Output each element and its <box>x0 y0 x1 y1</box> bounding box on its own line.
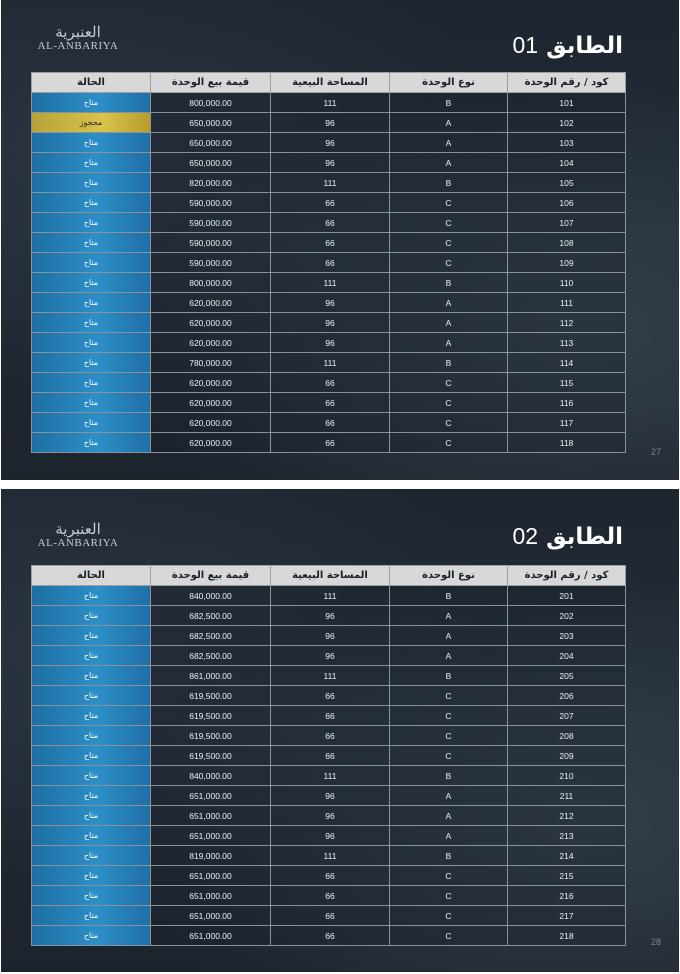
brand-logo <box>33 24 123 52</box>
cell-status: متاح <box>32 193 151 213</box>
table-row <box>32 373 626 393</box>
table-header-row <box>32 73 626 93</box>
cell-price: 590,000.00 <box>151 193 271 213</box>
table-row <box>32 233 626 253</box>
cell-code: 111 <box>508 293 626 313</box>
cell-area: 96 <box>271 806 390 826</box>
cell-price: 651,000.00 <box>151 806 271 826</box>
cell-type: A <box>390 806 508 826</box>
header-code: كود / رقم الوحدة <box>508 566 626 586</box>
cell-area: 111 <box>271 173 390 193</box>
cell-type: B <box>390 353 508 373</box>
cell-status: متاح <box>32 886 151 906</box>
cell-price: 650,000.00 <box>151 113 271 133</box>
cell-status: متاح <box>32 686 151 706</box>
table-row <box>32 93 626 113</box>
cell-price: 682,500.00 <box>151 646 271 666</box>
cell-area: 66 <box>271 213 390 233</box>
cell-type: C <box>390 706 508 726</box>
cell-price: 651,000.00 <box>151 786 271 806</box>
cell-area: 111 <box>271 846 390 866</box>
cell-type: C <box>390 213 508 233</box>
cell-status: متاح <box>32 293 151 313</box>
brand-latin: AL-ANBARIYA <box>37 40 119 52</box>
cell-type: A <box>390 646 508 666</box>
cell-price: 619,500.00 <box>151 706 271 726</box>
cell-price: 840,000.00 <box>151 766 271 786</box>
cell-price: 620,000.00 <box>151 433 271 453</box>
cell-status: متاح <box>32 826 151 846</box>
cell-status: متاح <box>32 846 151 866</box>
table-row <box>32 253 626 273</box>
cell-status: متاح <box>32 153 151 173</box>
cell-status: محجوز <box>32 113 151 133</box>
cell-area: 66 <box>271 926 390 946</box>
cell-area: 66 <box>271 886 390 906</box>
cell-code: 205 <box>508 666 626 686</box>
cell-area: 111 <box>271 586 390 606</box>
cell-code: 106 <box>508 193 626 213</box>
table-row <box>32 866 626 886</box>
cell-price: 651,000.00 <box>151 906 271 926</box>
cell-price: 650,000.00 <box>151 133 271 153</box>
cell-code: 213 <box>508 826 626 846</box>
cell-type: C <box>390 906 508 926</box>
floor-title-number: 02 <box>512 523 539 549</box>
cell-price: 651,000.00 <box>151 886 271 906</box>
table-row <box>32 113 626 133</box>
table-row <box>32 646 626 666</box>
cell-type: A <box>390 786 508 806</box>
cell-code: 103 <box>508 133 626 153</box>
units-table <box>31 565 626 946</box>
cell-status: متاح <box>32 393 151 413</box>
cell-status: متاح <box>32 866 151 886</box>
cell-type: C <box>390 433 508 453</box>
cell-area: 66 <box>271 233 390 253</box>
cell-code: 211 <box>508 786 626 806</box>
cell-type: B <box>390 273 508 293</box>
cell-area: 111 <box>271 93 390 113</box>
cell-status: متاح <box>32 906 151 926</box>
header-code: كود / رقم الوحدة <box>508 73 626 93</box>
cell-area: 96 <box>271 826 390 846</box>
table-row <box>32 586 626 606</box>
table-row <box>32 706 626 726</box>
header-status: الحالة <box>32 566 151 586</box>
cell-type: C <box>390 413 508 433</box>
brand-latin: AL-ANBARIYA <box>37 537 119 549</box>
cell-price: 800,000.00 <box>151 93 271 113</box>
cell-area: 66 <box>271 726 390 746</box>
table-row <box>32 886 626 906</box>
table-row <box>32 353 626 373</box>
table-row <box>32 746 626 766</box>
cell-type: A <box>390 626 508 646</box>
cell-status: متاح <box>32 926 151 946</box>
cell-type: C <box>390 746 508 766</box>
table-row <box>32 173 626 193</box>
cell-price: 590,000.00 <box>151 213 271 233</box>
cell-type: A <box>390 293 508 313</box>
cell-price: 819,000.00 <box>151 846 271 866</box>
cell-type: A <box>390 133 508 153</box>
cell-area: 96 <box>271 333 390 353</box>
cell-area: 96 <box>271 626 390 646</box>
table-row <box>32 666 626 686</box>
cell-code: 212 <box>508 806 626 826</box>
cell-status: متاح <box>32 586 151 606</box>
cell-code: 202 <box>508 606 626 626</box>
cell-status: متاح <box>32 606 151 626</box>
cell-price: 620,000.00 <box>151 333 271 353</box>
cell-price: 780,000.00 <box>151 353 271 373</box>
cell-price: 651,000.00 <box>151 866 271 886</box>
cell-code: 109 <box>508 253 626 273</box>
cell-code: 116 <box>508 393 626 413</box>
table-row <box>32 413 626 433</box>
cell-area: 66 <box>271 253 390 273</box>
floor-title-number: 01 <box>512 32 539 58</box>
cell-status: متاح <box>32 333 151 353</box>
cell-type: C <box>390 886 508 906</box>
header-status: الحالة <box>32 73 151 93</box>
table-row <box>32 806 626 826</box>
cell-type: A <box>390 113 508 133</box>
cell-price: 590,000.00 <box>151 233 271 253</box>
cell-area: 66 <box>271 866 390 886</box>
cell-code: 113 <box>508 333 626 353</box>
cell-type: A <box>390 313 508 333</box>
cell-status: متاح <box>32 313 151 333</box>
cell-status: متاح <box>32 786 151 806</box>
cell-area: 66 <box>271 686 390 706</box>
cell-type: B <box>390 766 508 786</box>
floor-title <box>512 523 623 550</box>
table-row <box>32 193 626 213</box>
cell-price: 840,000.00 <box>151 586 271 606</box>
cell-status: متاح <box>32 766 151 786</box>
cell-type: B <box>390 173 508 193</box>
cell-code: 217 <box>508 906 626 926</box>
page-number: 28 <box>650 937 661 947</box>
cell-type: B <box>390 586 508 606</box>
cell-price: 620,000.00 <box>151 393 271 413</box>
brand-arabic: العنبرية <box>55 23 101 41</box>
cell-area: 66 <box>271 373 390 393</box>
table-row <box>32 333 626 353</box>
cell-area: 96 <box>271 786 390 806</box>
cell-area: 111 <box>271 273 390 293</box>
cell-code: 115 <box>508 373 626 393</box>
cell-status: متاح <box>32 373 151 393</box>
cell-type: C <box>390 373 508 393</box>
table-row <box>32 786 626 806</box>
cell-status: متاح <box>32 253 151 273</box>
cell-area: 66 <box>271 413 390 433</box>
cell-code: 112 <box>508 313 626 333</box>
cell-price: 800,000.00 <box>151 273 271 293</box>
brand-logo <box>33 521 123 549</box>
cell-area: 96 <box>271 153 390 173</box>
cell-code: 207 <box>508 706 626 726</box>
page-number: 27 <box>650 447 661 457</box>
cell-price: 820,000.00 <box>151 173 271 193</box>
cell-type: C <box>390 866 508 886</box>
cell-type: B <box>390 666 508 686</box>
floor-title-word: الطابق <box>546 524 623 550</box>
header-type: نوع الوحدة <box>390 566 508 586</box>
cell-status: متاح <box>32 213 151 233</box>
cell-status: متاح <box>32 746 151 766</box>
cell-type: A <box>390 606 508 626</box>
cell-price: 620,000.00 <box>151 293 271 313</box>
cell-price: 590,000.00 <box>151 253 271 273</box>
cell-code: 206 <box>508 686 626 706</box>
units-table <box>31 72 626 453</box>
cell-type: C <box>390 193 508 213</box>
cell-area: 66 <box>271 706 390 726</box>
cell-status: متاح <box>32 173 151 193</box>
cell-status: متاح <box>32 433 151 453</box>
cell-price: 650,000.00 <box>151 153 271 173</box>
cell-type: A <box>390 333 508 353</box>
table-row <box>32 846 626 866</box>
cell-type: C <box>390 726 508 746</box>
table-row <box>32 153 626 173</box>
cell-code: 101 <box>508 93 626 113</box>
cell-price: 651,000.00 <box>151 826 271 846</box>
floor-slide-01 <box>1 0 679 480</box>
cell-area: 96 <box>271 113 390 133</box>
cell-code: 110 <box>508 273 626 293</box>
cell-area: 111 <box>271 353 390 373</box>
table-header-row <box>32 566 626 586</box>
cell-status: متاح <box>32 726 151 746</box>
cell-code: 105 <box>508 173 626 193</box>
cell-price: 651,000.00 <box>151 926 271 946</box>
table-row <box>32 393 626 413</box>
cell-type: C <box>390 253 508 273</box>
cell-area: 96 <box>271 313 390 333</box>
cell-code: 102 <box>508 113 626 133</box>
cell-code: 208 <box>508 726 626 746</box>
cell-area: 96 <box>271 133 390 153</box>
cell-code: 215 <box>508 866 626 886</box>
cell-area: 66 <box>271 746 390 766</box>
header-price: قيمة بيع الوحدة <box>151 566 271 586</box>
cell-status: متاح <box>32 133 151 153</box>
floor-slide-02 <box>1 489 679 972</box>
cell-code: 203 <box>508 626 626 646</box>
cell-area: 96 <box>271 606 390 626</box>
cell-area: 111 <box>271 766 390 786</box>
table-row <box>32 766 626 786</box>
cell-code: 108 <box>508 233 626 253</box>
cell-type: A <box>390 153 508 173</box>
cell-price: 682,500.00 <box>151 626 271 646</box>
cell-type: C <box>390 926 508 946</box>
cell-status: متاح <box>32 233 151 253</box>
cell-code: 118 <box>508 433 626 453</box>
cell-type: B <box>390 93 508 113</box>
cell-type: C <box>390 393 508 413</box>
cell-price: 682,500.00 <box>151 606 271 626</box>
cell-price: 861,000.00 <box>151 666 271 686</box>
cell-area: 96 <box>271 646 390 666</box>
table-row <box>32 906 626 926</box>
cell-price: 620,000.00 <box>151 373 271 393</box>
cell-code: 218 <box>508 926 626 946</box>
cell-status: متاح <box>32 93 151 113</box>
cell-type: B <box>390 846 508 866</box>
cell-type: C <box>390 233 508 253</box>
table-row <box>32 433 626 453</box>
table-row <box>32 133 626 153</box>
slide-divider <box>0 480 680 489</box>
cell-price: 619,500.00 <box>151 686 271 706</box>
table-row <box>32 626 626 646</box>
cell-status: متاح <box>32 626 151 646</box>
floor-title-word: الطابق <box>546 33 623 59</box>
header-area: المساحة البيعية <box>271 73 390 93</box>
cell-type: A <box>390 826 508 846</box>
cell-area: 111 <box>271 666 390 686</box>
cell-code: 104 <box>508 153 626 173</box>
table-row <box>32 826 626 846</box>
cell-area: 66 <box>271 906 390 926</box>
table-row <box>32 726 626 746</box>
cell-code: 204 <box>508 646 626 666</box>
floor-title <box>512 32 623 59</box>
cell-area: 66 <box>271 433 390 453</box>
cell-code: 201 <box>508 586 626 606</box>
header-type: نوع الوحدة <box>390 73 508 93</box>
cell-code: 114 <box>508 353 626 373</box>
cell-price: 620,000.00 <box>151 413 271 433</box>
table-row <box>32 686 626 706</box>
cell-status: متاح <box>32 806 151 826</box>
cell-code: 209 <box>508 746 626 766</box>
header-price: قيمة بيع الوحدة <box>151 73 271 93</box>
cell-status: متاح <box>32 413 151 433</box>
cell-area: 96 <box>271 293 390 313</box>
cell-price: 620,000.00 <box>151 313 271 333</box>
cell-code: 210 <box>508 766 626 786</box>
cell-type: C <box>390 686 508 706</box>
cell-area: 66 <box>271 393 390 413</box>
cell-price: 619,500.00 <box>151 726 271 746</box>
cell-status: متاح <box>32 273 151 293</box>
cell-code: 107 <box>508 213 626 233</box>
table-row <box>32 313 626 333</box>
brand-arabic: العنبرية <box>55 520 101 538</box>
cell-code: 214 <box>508 846 626 866</box>
cell-status: متاح <box>32 646 151 666</box>
table-row <box>32 273 626 293</box>
cell-status: متاح <box>32 353 151 373</box>
cell-status: متاح <box>32 666 151 686</box>
table-row <box>32 606 626 626</box>
table-row <box>32 926 626 946</box>
table-row <box>32 293 626 313</box>
cell-area: 66 <box>271 193 390 213</box>
cell-code: 216 <box>508 886 626 906</box>
header-area: المساحة البيعية <box>271 566 390 586</box>
cell-status: متاح <box>32 706 151 726</box>
cell-code: 117 <box>508 413 626 433</box>
cell-price: 619,500.00 <box>151 746 271 766</box>
table-row <box>32 213 626 233</box>
